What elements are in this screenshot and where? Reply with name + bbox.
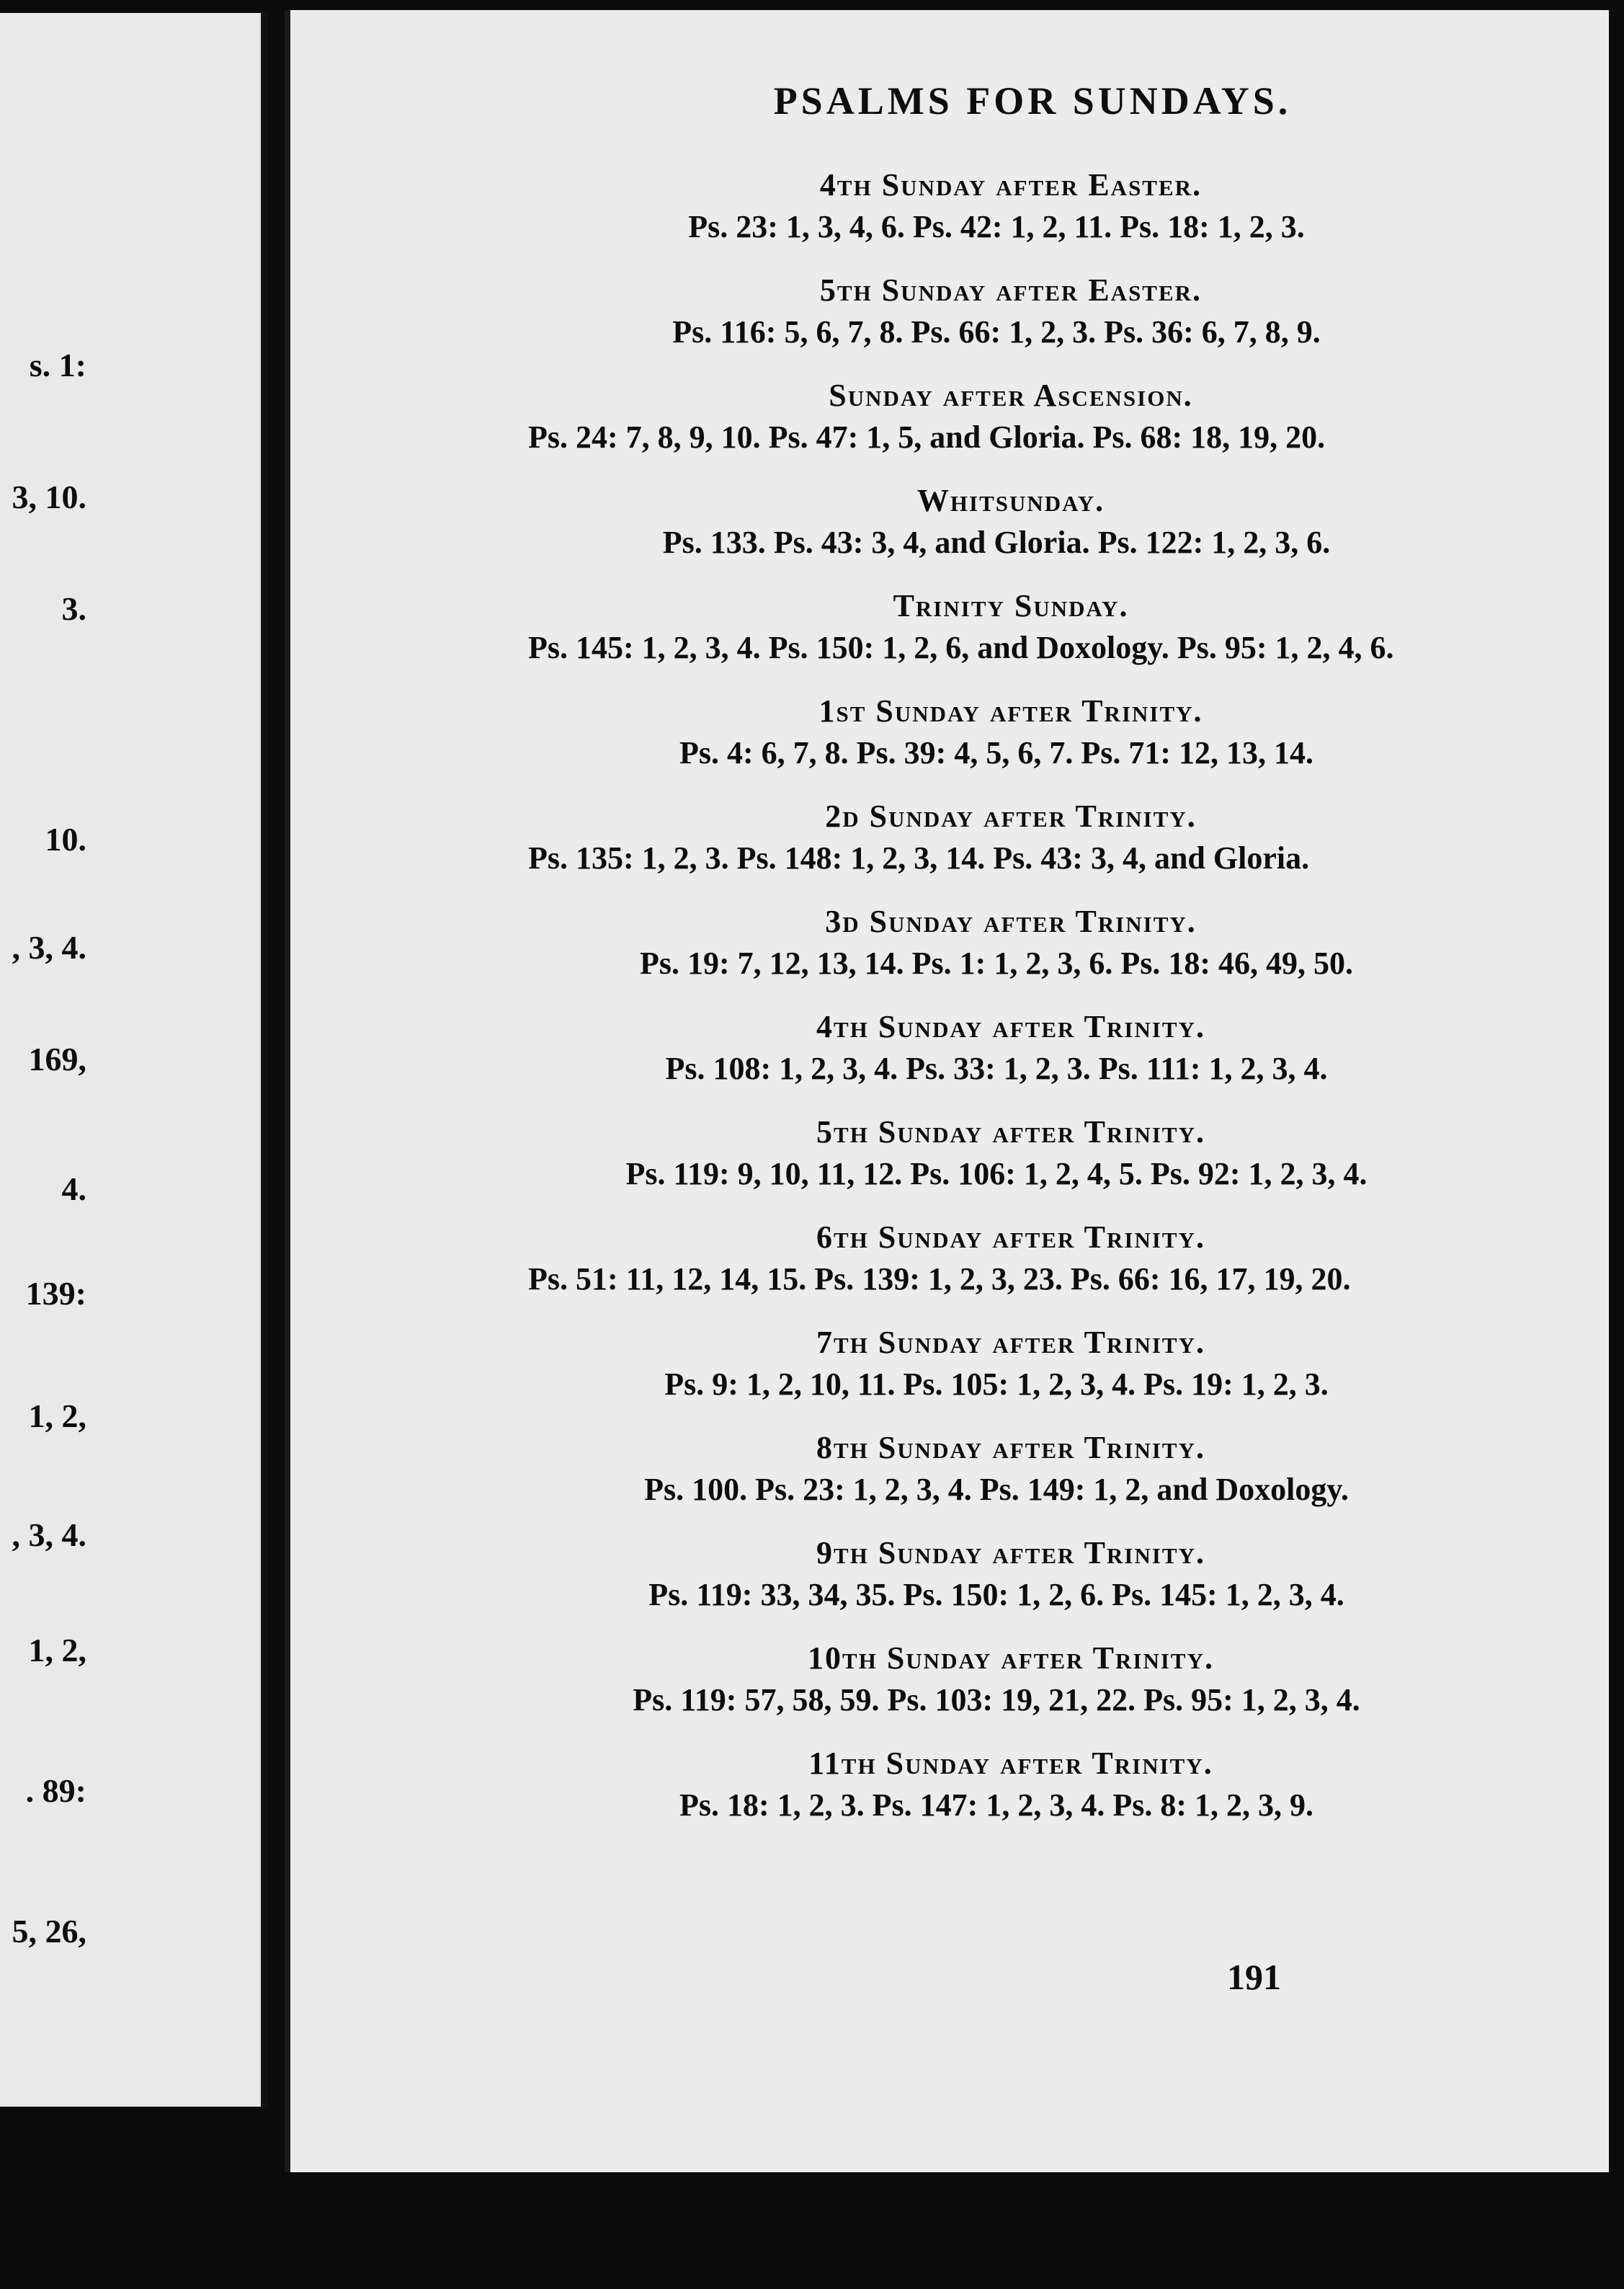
sunday-heading: 4th Sunday after Easter. bbox=[819, 167, 1203, 203]
left-page-fragment: 4. bbox=[61, 1170, 86, 1207]
sunday-entry bbox=[507, 1215, 1472, 1299]
psalm-references: Ps. 4: 6, 7, 8. Ps. 39: 4, 5, 6, 7. Ps. 71: 12, 13, 14. bbox=[679, 735, 1313, 770]
psalm-references: Ps. 119: 57, 58, 59. Ps. 103: 19, 21, 22. Ps. 95: 1, 2, 3, 4. bbox=[633, 1682, 1360, 1717]
left-page-fragment: s. 1: bbox=[29, 347, 86, 383]
sunday-entry bbox=[507, 479, 1472, 562]
sunday-heading: 3d Sunday after Trinity. bbox=[825, 904, 1197, 939]
sunday-heading: 2d Sunday after Trinity. bbox=[825, 799, 1197, 834]
sunday-heading: 4th Sunday after Trinity. bbox=[816, 1009, 1205, 1044]
sunday-entry bbox=[507, 373, 1472, 457]
psalm-references: Ps. 19: 7, 12, 13, 14. Ps. 1: 1, 2, 3, 6. Ps. 18: 46, 49, 50. bbox=[640, 946, 1353, 981]
right-page bbox=[285, 10, 1609, 2172]
sunday-heading: Trinity Sunday. bbox=[893, 588, 1129, 623]
page-title: PSALMS FOR SUNDAYS. bbox=[773, 79, 1292, 123]
sunday-heading: Sunday after Ascension. bbox=[829, 378, 1193, 413]
sunday-entry bbox=[507, 584, 1472, 667]
left-page-fragment: 169, bbox=[28, 1041, 86, 1077]
psalm-references: Ps. 119: 33, 34, 35. Ps. 150: 1, 2, 6. Ps. 145: 1, 2, 3, 4. bbox=[648, 1577, 1344, 1612]
sunday-entry bbox=[507, 163, 1472, 246]
sunday-heading: 6th Sunday after Trinity. bbox=[816, 1219, 1205, 1255]
sunday-heading: 10th Sunday after Trinity. bbox=[808, 1640, 1214, 1676]
psalm-references: Ps. 133. Ps. 43: 3, 4, and Gloria. Ps. 122: 1, 2, 3, 6. bbox=[662, 525, 1331, 560]
left-page-fragment: 3, 10. bbox=[12, 479, 86, 515]
psalm-references: Ps. 116: 5, 6, 7, 8. Ps. 66: 1, 2, 3. Ps. 36: 6, 7, 8, 9. bbox=[672, 314, 1321, 350]
sunday-entry bbox=[507, 1426, 1472, 1509]
sunday-entry bbox=[507, 1005, 1472, 1088]
psalm-list bbox=[507, 163, 1472, 1846]
left-page-fragment: , 3, 4. bbox=[12, 1516, 86, 1553]
psalm-references: Ps. 135: 1, 2, 3. Ps. 148: 1, 2, 3, 14. Ps. 43: 3, 4, and Gloria. bbox=[528, 840, 1310, 876]
sunday-entry bbox=[507, 1636, 1472, 1720]
psalm-references: Ps. 24: 7, 8, 9, 10. Ps. 47: 1, 5, and Gloria. Ps. 68: 18, 19, 20. bbox=[528, 419, 1326, 455]
left-page-fragment: 139: bbox=[25, 1275, 86, 1312]
left-page-fragment: . 89: bbox=[25, 1772, 86, 1809]
sunday-heading: 9th Sunday after Trinity. bbox=[816, 1535, 1205, 1570]
psalm-references: Ps. 145: 1, 2, 3, 4. Ps. 150: 1, 2, 6, and Doxology. Ps. 95: 1, 2, 4, 6. bbox=[528, 630, 1394, 665]
sunday-entry bbox=[507, 794, 1472, 878]
sunday-heading: 8th Sunday after Trinity. bbox=[816, 1430, 1205, 1465]
page-number: 191 bbox=[1227, 1957, 1281, 1997]
left-page-fragment: 1, 2, bbox=[28, 1632, 86, 1668]
sunday-entry bbox=[507, 689, 1472, 773]
psalm-references: Ps. 51: 11, 12, 14, 15. Ps. 139: 1, 2, 3, 23. Ps. 66: 16, 17, 19, 20. bbox=[528, 1261, 1351, 1297]
sunday-heading: 11th Sunday after Trinity. bbox=[808, 1746, 1213, 1781]
psalm-references: Ps. 9: 1, 2, 10, 11. Ps. 105: 1, 2, 3, 4. Ps. 19: 1, 2, 3. bbox=[664, 1366, 1329, 1402]
sunday-entry bbox=[507, 899, 1472, 983]
left-page-fragment: 3. bbox=[61, 590, 86, 627]
psalm-references: Ps. 23: 1, 3, 4, 6. Ps. 42: 1, 2, 11. Ps. 18: 1, 2, 3. bbox=[688, 209, 1305, 244]
sunday-entry bbox=[507, 1320, 1472, 1404]
left-page-fragment: 5, 26, bbox=[12, 1913, 86, 1950]
psalm-references: Ps. 119: 9, 10, 11, 12. Ps. 106: 1, 2, 4, 5. Ps. 92: 1, 2, 3, 4. bbox=[625, 1156, 1368, 1191]
left-page-fragment: 10. bbox=[45, 821, 86, 858]
sunday-heading: 1st Sunday after Trinity. bbox=[818, 693, 1203, 729]
sunday-entry bbox=[507, 268, 1472, 352]
sunday-entry bbox=[507, 1741, 1472, 1825]
psalm-references: Ps. 108: 1, 2, 3, 4. Ps. 33: 1, 2, 3. Ps. 111: 1, 2, 3, 4. bbox=[665, 1051, 1328, 1086]
sunday-heading: 7th Sunday after Trinity. bbox=[816, 1325, 1205, 1360]
psalm-references: Ps. 18: 1, 2, 3. Ps. 147: 1, 2, 3, 4. Ps. 8: 1, 2, 3, 9. bbox=[679, 1787, 1313, 1823]
psalm-references: Ps. 100. Ps. 23: 1, 2, 3, 4. Ps. 149: 1, 2, and Doxology. bbox=[644, 1472, 1349, 1507]
left-page-fragment: 1, 2, bbox=[28, 1397, 86, 1434]
sunday-entry bbox=[507, 1531, 1472, 1614]
left-page bbox=[0, 13, 268, 2107]
sunday-heading: Whitsunday. bbox=[916, 483, 1105, 518]
sunday-heading: 5th Sunday after Trinity. bbox=[816, 1114, 1205, 1150]
sunday-entry bbox=[507, 1110, 1472, 1194]
left-page-fragment: , 3, 4. bbox=[12, 929, 86, 966]
sunday-heading: 5th Sunday after Easter. bbox=[819, 272, 1203, 308]
scan-border bbox=[0, 2177, 1624, 2289]
